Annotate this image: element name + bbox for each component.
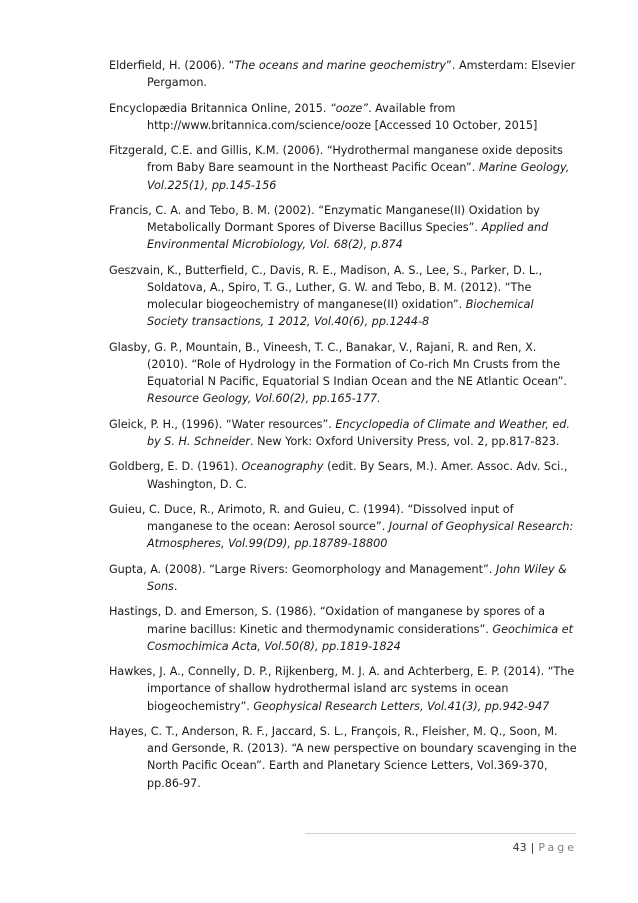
reference-list	[109, 57, 577, 800]
reference-item	[109, 723, 577, 792]
reference-text: Geszvain, K., Butterfield, C., Davis, R. E., Madison, A. S., Lee, S., Parker, D. L., Soldatova, A., Spiro, T. G., Luther, G. W. and Tebo, B. M. (2012). “The molecular biogeochemistry of manganese(II) oxidation”.	[109, 263, 543, 312]
reference-item	[109, 416, 577, 450]
reference-source-title: Marine Geology, Vol.225(1), pp.145-156	[147, 161, 570, 192]
reference-text: .	[173, 579, 178, 593]
reference-source-title: Encyclopedia of Climate and Weather, ed. by S. H. Schneider	[147, 417, 570, 448]
reference-text: . Available from http://www.britannica.com/science/ooze [Accessed 10 October, 2015]	[147, 101, 538, 132]
reference-source-title: “ooze”	[330, 101, 369, 115]
reference-text: Guieu, C. Duce, R., Arimoto, R. and Guieu, C. (1994). “Dissolved input of manganese to the ocean: Aerosol source”.	[109, 502, 514, 534]
reference-item	[109, 262, 577, 331]
reference-source-title: Oceanography	[241, 460, 324, 474]
reference-text: Fitzgerald, C.E. and Gillis, K.M. (2006). “Hydrothermal manganese oxide deposits from Baby Bare seamount in the Northeast Pacific Ocean”.	[109, 144, 563, 175]
footer-separator: |	[530, 841, 535, 854]
reference-text: Goldberg, E. D. (1961).	[109, 460, 242, 474]
reference-item	[109, 561, 577, 595]
reference-item	[109, 458, 577, 492]
reference-item	[109, 100, 577, 134]
page-footer	[513, 841, 577, 854]
reference-item	[109, 603, 577, 655]
reference-item	[109, 142, 577, 194]
reference-text: Hastings, D. and Emerson, S. (1986). “Oxidation of manganese by spores of a marine bacillus: Kinetic and thermodynamic considerations”.	[109, 605, 546, 636]
reference-source-title: John Wiley & Sons	[147, 562, 567, 593]
page-number: 43	[512, 841, 527, 854]
reference-item	[109, 202, 577, 254]
reference-item	[109, 501, 577, 553]
reference-text: . New York: Oxford University Press, vol. 2, pp.817-823.	[250, 434, 560, 448]
reference-source-title: Biochemical Society transactions, 1 2012, Vol.40(6), pp.1244-8	[147, 298, 534, 329]
reference-source-title: Resource Geology, Vol.60(2), pp.165-177.	[147, 392, 381, 406]
reference-text: Glasby, G. P., Mountain, B., Vineesh, T. C., Banakar, V., Rajani, R. and Ren, X. (2010). “Role of Hydrology in the Formation of Co-rich Mn Crusts from the Equatorial N Pacific, Equatorial S Indian Ocean and the NE Atlantic Ocean”.	[109, 340, 567, 389]
reference-text: Hayes, C. T., Anderson, R. F., Jaccard, S. L., François, R., Fleisher, M. Q., Soon, M. and Gersonde, R. (2013). “A new perspective on boundary scavenging in the North Pacific Ocean”. Earth and Planetary Science Letters, Vol.369-370, pp.86-97.	[109, 724, 577, 790]
reference-text: Gleick, P. H., (1996). “Water resources”.	[109, 417, 336, 431]
reference-source-title: The oceans and marine geochemistry	[234, 59, 447, 72]
reference-source-title: Geochimica et Cosmochimica Acta, Vol.50(8), pp.1819-1824	[147, 622, 574, 653]
footer-divider	[305, 833, 576, 834]
reference-text: Elderfield, H. (2006). “	[109, 59, 235, 72]
reference-text: (edit. By Sears, M.). Amer. Assoc. Adv. Sci., Washington, D. C.	[147, 460, 568, 491]
page-label: Page	[538, 841, 577, 854]
reference-item	[109, 663, 577, 715]
reference-source-title: Journal of Geophysical Research: Atmospheres, Vol.99(D9), pp.18789-18800	[147, 520, 574, 551]
reference-text: Hawkes, J. A., Connelly, D. P., Rijkenberg, M. J. A. and Achterberg, E. P. (2014). “The importance of shallow hydrothermal island arc systems in ocean biogeochemistry”.	[109, 665, 575, 713]
reference-text: Francis, C. A. and Tebo, B. M. (2002). “Enzymatic Manganese(II) Oxidation by Metabolically Dormant Spores of Diverse Bacillus Species”.	[109, 203, 540, 235]
reference-source-title: Applied and Environmental Microbiology, Vol. 68(2), p.874	[147, 221, 549, 252]
reference-text: Encyclopædia Britannica Online, 2015.	[109, 101, 331, 115]
reference-source-title: Geophysical Research Letters, Vol.41(3), pp.942-947	[253, 699, 550, 713]
reference-item	[109, 339, 577, 408]
reference-text: ”. Amsterdam: Elsevier Pergamon.	[147, 59, 576, 90]
reference-item	[109, 57, 577, 91]
reference-text: Gupta, A. (2008). “Large Rivers: Geomorphology and Management”.	[109, 562, 496, 576]
